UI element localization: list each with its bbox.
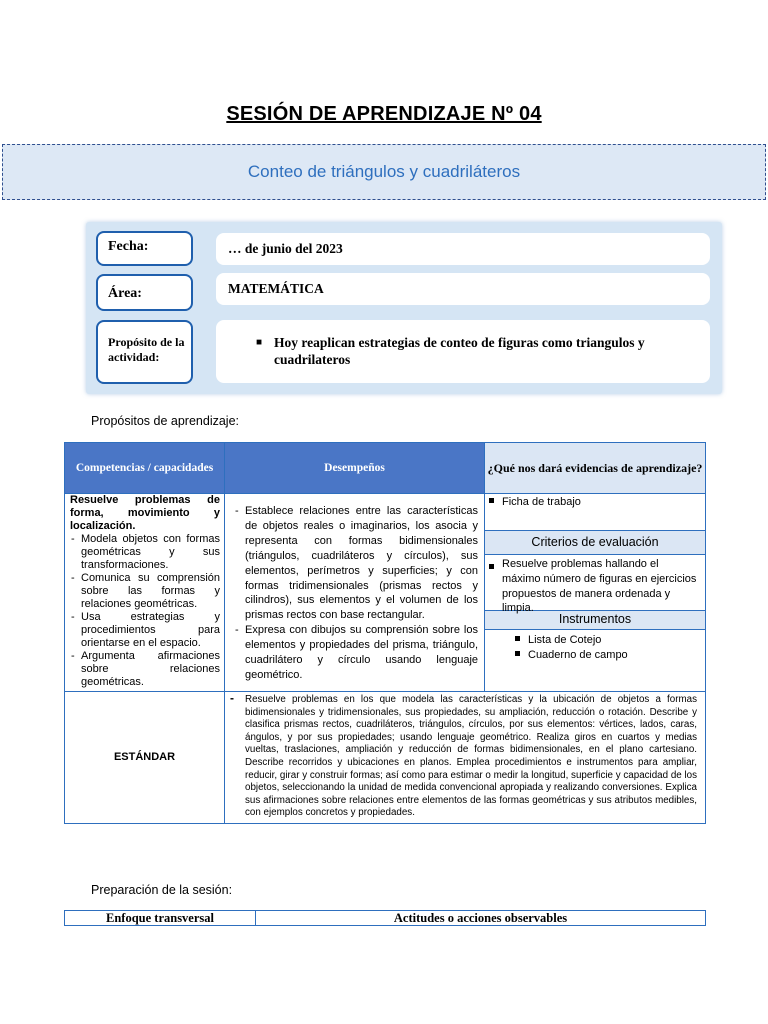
proposito-text: Hoy reaplican estrategias de conteo de figuras como triangulos y cuadrilateros <box>274 335 645 367</box>
list-item <box>515 633 705 648</box>
proposito-label: Propósito de la actividad: <box>96 320 193 384</box>
list-item: - Modela objetos con formas geométricas y sus transformaciones. <box>70 533 220 572</box>
list-item: - Argumenta afirmaciones sobre relaciones geométricas. <box>70 650 220 689</box>
table-row <box>65 494 706 692</box>
table-header-row <box>65 443 706 494</box>
proposito-value <box>216 320 710 383</box>
preparacion-label: Preparación de la sesión: <box>91 883 233 897</box>
evidencia-item <box>485 494 705 531</box>
table-row <box>65 692 706 824</box>
square-bullet-icon <box>515 651 520 656</box>
area-label: Área: <box>96 274 193 311</box>
capacidades-list <box>70 533 220 689</box>
propositos-label: Propósitos de aprendizaje: <box>91 414 240 428</box>
instrumento-text: Cuaderno de campo <box>528 649 628 661</box>
instrumentos-list <box>485 630 705 663</box>
header-desempenos: Desempeños <box>225 443 485 494</box>
list-item: - Usa estrategias y procedimientos para orientarse en el espacio. <box>70 611 220 650</box>
session-topic-banner <box>2 144 766 200</box>
square-bullet-icon <box>489 564 494 569</box>
fecha-value: … de junio del 2023 <box>216 233 710 265</box>
preparation-table <box>64 910 706 926</box>
square-bullet-icon: ■ <box>256 337 263 348</box>
criterios-header: Criterios de evaluación <box>485 531 705 555</box>
criterio-item <box>485 555 705 615</box>
session-topic: Conteo de triángulos y cuadriláteros <box>247 162 521 181</box>
fecha-label: Fecha: <box>96 231 193 266</box>
desempenos-cell <box>225 494 485 692</box>
estandar-dash: - <box>230 691 234 705</box>
evidencias-cell <box>485 494 706 692</box>
desempenos-list <box>235 504 478 683</box>
instrumentos-header: Instrumentos <box>485 611 705 630</box>
competencia-title: Resuelve problemas de forma, movimiento y localización. <box>70 494 220 532</box>
header-actitudes: Actitudes o acciones observables <box>256 911 706 926</box>
estandar-cell <box>225 692 706 824</box>
list-item: - Comunica su comprensión sobre las formas y relaciones geométricas. <box>70 572 220 611</box>
list-item: - Establece relaciones entre las características de objetos reales o imaginarios, los asocia y representa con formas bidimensionales (triángulos, cuadriláteros y círculos), sus elementos, perímetros y superficies; y con formas tridimensionales (prismas rectos y cilindros), sus elementos y el volumen de los prismas rectos con base rectangular. <box>235 504 478 623</box>
square-bullet-icon <box>489 498 494 503</box>
learning-purposes-table <box>64 442 706 824</box>
estandar-text: Resuelve problemas en los que modela las características y la ubicación de objetos a formas bidimensionales y tridimensionales, sus propiedades, su ampliación, reducción o rotación. Describe y clasifica prismas rectos, cuadriláteros, triángulos, círculos, por sus elementos: vértices, lados, caras, ángulos, y por sus propiedades; usando lenguaje geométrico. Realiza giros en cuartos y medias vueltas, traslaciones, ampliación y reducción de formas bidimensionales, en el plano cartesiano. Describe recorridos y ubicaciones en planos. Emplea procedimientos e instrumentos para ampliar, reducir, girar y construir formas; así como para estimar o medir la longitud, superficie y capacidad de los objetos, seleccionando la unidad de medida convencional apropiada y realizando conversiones. Explica sus afirmaciones sobre relaciones entre elementos de las formas geométricas y sus atributos medibles, con ejemplos concretos y propiedades. <box>245 694 697 819</box>
page-title: SESIÓN DE APRENDIZAJE Nº 04 <box>226 103 542 125</box>
area-value: MATEMÁTICA <box>216 273 710 305</box>
table-header-row <box>65 911 706 926</box>
estandar-label: ESTÁNDAR <box>65 692 225 824</box>
list-item: - Expresa con dibujos su comprensión sobre los elementos y propiedades del prisma, triángulo, cuadrilátero y círculo usando lenguaje geométrico. <box>235 623 478 683</box>
criterio-text: Resuelve problemas hallando el máximo número de figuras en ejercicios propuestos de manera ordenada y limpia. <box>502 558 697 615</box>
list-item <box>515 648 705 663</box>
header-evidencias: ¿Qué nos dará evidencias de aprendizaje? <box>485 443 706 494</box>
evidencia-text: Ficha de trabajo <box>502 496 581 508</box>
competencias-cell <box>65 494 225 692</box>
header-enfoque: Enfoque transversal <box>65 911 256 926</box>
header-competencias: Competencias / capacidades <box>65 443 225 494</box>
instrumento-text: Lista de Cotejo <box>528 634 602 646</box>
square-bullet-icon <box>515 636 520 641</box>
